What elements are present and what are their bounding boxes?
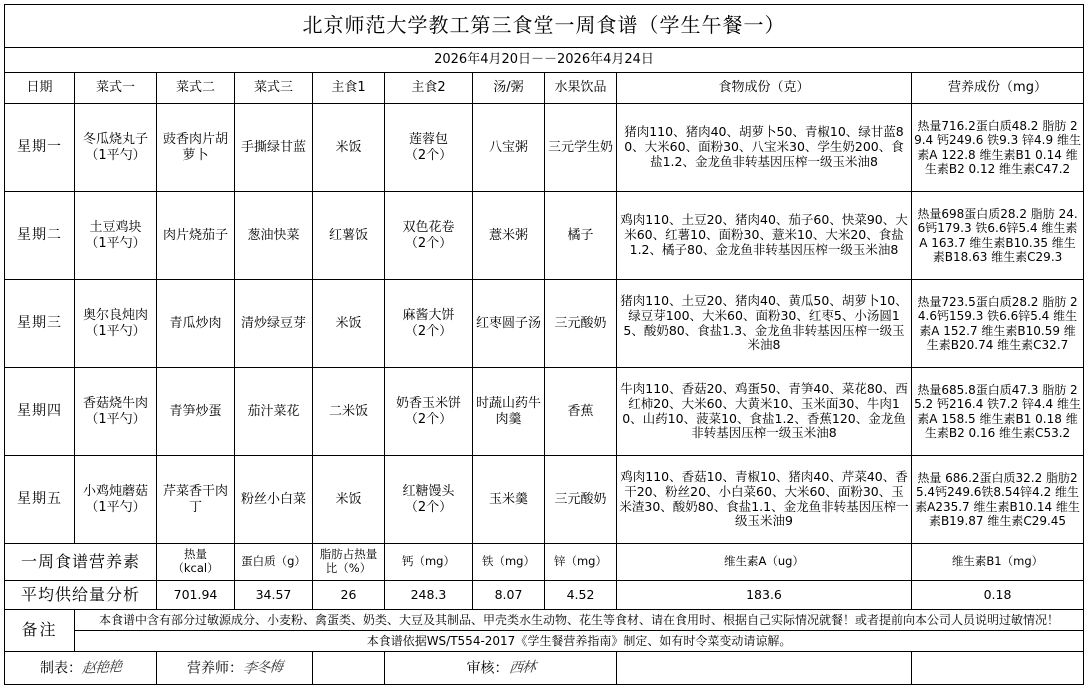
summary-value-vitamin-b1: 0.18: [912, 581, 1084, 610]
summary-value-calcium: 248.3: [385, 581, 473, 610]
table-row: [5, 192, 1084, 280]
staple1: 二米饭: [313, 368, 385, 456]
notes-line-1: 本食谱中含有部分过敏源成分、小麦粉、禽蛋类、奶类、大豆及其制品、甲壳类水生动物、花生等食材、请在食用时、根据自己实际情况就餐！或者提前向本公司人员说明过敏情况！: [75, 610, 1084, 631]
column-header-row: [5, 73, 1084, 104]
soup: 八宝粥: [473, 104, 545, 192]
day-label: 星期四: [5, 368, 75, 456]
summary-header-protein: 蛋白质（g）: [235, 544, 313, 581]
nutrition-composition: 热量716.2蛋白质48.2 脂肪 29.4 钙249.6 铁9.3 锌4.9 维生素A 122.8 维生素B1 0.14 维生素B2 0.12 维生素C47.2: [912, 104, 1084, 192]
nutrition-composition: 热量 686.2蛋白质32.2 脂肪25.4钙249.6铁8.54锌4.2 维生素A235.7 维生素B10.14 维生素B19.87 维生素C29.45: [912, 456, 1084, 544]
col-header-fruit-drink: 水果饮品: [545, 73, 617, 104]
summary-value-protein: 34.57: [235, 581, 313, 610]
dish3: 手撕绿甘蓝: [235, 104, 313, 192]
fruit-drink: 三元酸奶: [545, 456, 617, 544]
summary-avg-label: 平均供给量分析: [5, 581, 157, 610]
food-composition: 猪肉110、猪肉40、胡萝卜50、青椒10、绿甘蓝80、大米60、面粉30、八宝米30、学生奶200、食盐1.2、金龙鱼非转基因压榨一级玉米油8: [617, 104, 912, 192]
dish3: 茄汁菜花: [235, 368, 313, 456]
dish1: 香菇烧牛肉 （1平勺）: [75, 368, 157, 456]
col-header-staple1: 主食1: [313, 73, 385, 104]
col-header-staple2: 主食2: [385, 73, 473, 104]
day-label: 星期五: [5, 456, 75, 544]
footer-spacer-cell: [313, 652, 385, 685]
dish2: 肉片烧茄子: [157, 192, 235, 280]
day-label: 星期三: [5, 280, 75, 368]
day-label: 星期一: [5, 104, 75, 192]
dish2: 豉香肉片胡萝卜: [157, 104, 235, 192]
soup: 玉米羹: [473, 456, 545, 544]
dish2: 青笋炒蛋: [157, 368, 235, 456]
col-header-dish1: 菜式一: [75, 73, 157, 104]
fruit-drink: 香蕉: [545, 368, 617, 456]
day-label: 星期二: [5, 192, 75, 280]
staple2: 红糖馒头 （2个）: [385, 456, 473, 544]
footer-blank-cell-1: [617, 652, 912, 685]
summary-value-vitamin-a: 183.6: [617, 581, 912, 610]
summary-row-label: 一周食谱营养素: [5, 544, 157, 581]
dish3: 葱油快菜: [235, 192, 313, 280]
summary-header-vitamin-a: 维生素A（ug）: [617, 544, 912, 581]
food-composition: 鸡肉110、香菇10、青椒10、猪肉40、芹菜40、香干20、粉丝20、小白菜60、大米60、面粉30、玉米渣30、酸奶80、食盐1.1、金龙鱼非转基因压榨一级玉米油9: [617, 456, 912, 544]
staple1: 米饭: [313, 104, 385, 192]
dish3: 清炒绿豆芽: [235, 280, 313, 368]
footer-signature-row: [5, 652, 1084, 685]
soup: 时蔬山药牛肉羹: [473, 368, 545, 456]
dish1: 奥尔良炖肉 （1平勺）: [75, 280, 157, 368]
maker-field: [5, 652, 157, 685]
table-row: [5, 280, 1084, 368]
dish2: 芹菜香干肉丁: [157, 456, 235, 544]
maker-label: 制表：: [40, 659, 82, 676]
auditor-field: [385, 652, 617, 685]
dish3: 粉丝小白菜: [235, 456, 313, 544]
dish1: 小鸡炖蘑菇 （1平勺）: [75, 456, 157, 544]
notes-line-2: 本食谱依据WS/T554-2017《学生餐营养指南》制定、如有时令菜变动请谅解。: [75, 631, 1084, 652]
nutritionist-signature: 李冬梅: [242, 658, 283, 677]
col-header-nutrition: 营养成份（mg）: [912, 73, 1084, 104]
fruit-drink: 橘子: [545, 192, 617, 280]
summary-header-iron: 铁（mg）: [473, 544, 545, 581]
auditor-label: 审核：: [466, 659, 509, 676]
summary-header-fat-ratio: 脂肪占热量比（%）: [313, 544, 385, 581]
summary-header-calcium: 钙（mg）: [385, 544, 473, 581]
fruit-drink: 三元学生奶: [545, 104, 617, 192]
footer-blank-cell-2: [912, 652, 1084, 685]
summary-header-row: [5, 544, 1084, 581]
maker-signature: 赵艳艳: [81, 658, 122, 677]
menu-sheet: [0, 4, 1087, 677]
fruit-drink: 三元酸奶: [545, 280, 617, 368]
staple1: 米饭: [313, 456, 385, 544]
summary-value-iron: 8.07: [473, 581, 545, 610]
summary-header-vitamin-b1: 维生素B1（mg）: [912, 544, 1084, 581]
nutrition-composition: 热量723.5蛋白质28.2 脂肪 24.6钙159.3 铁6.6锌5.4 维生素A 152.7 维生素B10.59 维生素B20.74 维生素C32.7: [912, 280, 1084, 368]
col-header-soup: 汤/粥: [473, 73, 545, 104]
staple1: 米饭: [313, 280, 385, 368]
staple2: 双色花卷 （2个）: [385, 192, 473, 280]
table-row: [5, 368, 1084, 456]
col-header-date: 日期: [5, 73, 75, 104]
col-header-dish3: 菜式三: [235, 73, 313, 104]
notes-row-1: [5, 610, 1084, 631]
table-row: [5, 456, 1084, 544]
nutrition-composition: 热量698蛋白质28.2 脂肪 24.6钙179.3 铁6.6锌5.4 维生素A 163.7 维生素B10.35 维生素B18.63 维生素C29.3: [912, 192, 1084, 280]
summary-value-energy: 701.94: [157, 581, 235, 610]
summary-header-energy: 热量 （kcal）: [157, 544, 235, 581]
soup: 薏米粥: [473, 192, 545, 280]
food-composition: 猪肉110、土豆20、猪肉40、黄瓜50、胡萝卜10、绿豆芽100、大米60、面粉30、红枣5、小汤圆15、酸奶80、食盐1.3、金龙鱼非转基因压榨一级玉米油8: [617, 280, 912, 368]
date-range-row: [5, 48, 1084, 73]
nutritionist-label: 营养师：: [187, 659, 243, 676]
col-header-composition: 食物成份（克）: [617, 73, 912, 104]
nutritionist-field: [157, 652, 313, 685]
food-composition: 鸡肉110、土豆20、猪肉40、茄子60、快菜90、大米60、红薯10、面粉30、薏米10、大米20、食盐1.2、橘子80、金龙鱼非转基因压榨一级玉米油8: [617, 192, 912, 280]
weekly-menu-table: [4, 4, 1084, 685]
auditor-signature: 西林: [507, 658, 536, 677]
summary-header-zinc: 锌（mg）: [545, 544, 617, 581]
soup: 红枣圆子汤: [473, 280, 545, 368]
notes-row-2: [5, 631, 1084, 652]
staple1: 红薯饭: [313, 192, 385, 280]
col-header-dish2: 菜式二: [157, 73, 235, 104]
summary-value-fat-ratio: 26: [313, 581, 385, 610]
title-row: [5, 5, 1084, 48]
staple2: 麻酱大饼 （2个）: [385, 280, 473, 368]
staple2: 奶香玉米饼 （2个）: [385, 368, 473, 456]
date-range: 2026年4月20日－－2026年4月24日: [5, 48, 1084, 73]
nutrition-composition: 热量685.8蛋白质47.3 脂肪 25.2 钙216.4 铁7.2 锌4.4 维生素A 158.5 维生素B1 0.18 维生素B2 0.16 维生素C53.2: [912, 368, 1084, 456]
dish1: 土豆鸡块 （1平勺）: [75, 192, 157, 280]
table-row: [5, 104, 1084, 192]
notes-label: 备注: [5, 610, 75, 652]
summary-value-row: [5, 581, 1084, 610]
summary-value-zinc: 4.52: [545, 581, 617, 610]
dish1: 冬瓜烧丸子 （1平勺）: [75, 104, 157, 192]
staple2: 莲蓉包 （2个）: [385, 104, 473, 192]
dish2: 青瓜炒肉: [157, 280, 235, 368]
food-composition: 牛肉110、香菇20、鸡蛋50、青笋40、菜花80、西红柿20、大米60、大黄米10、玉米面30、牛肉10、山药10、菠菜10、食盐1.2、香蕉120、金龙鱼非转基因压榨一级玉米油8: [617, 368, 912, 456]
page-title: 北京师范大学教工第三食堂一周食谱（学生午餐一）: [5, 5, 1084, 48]
